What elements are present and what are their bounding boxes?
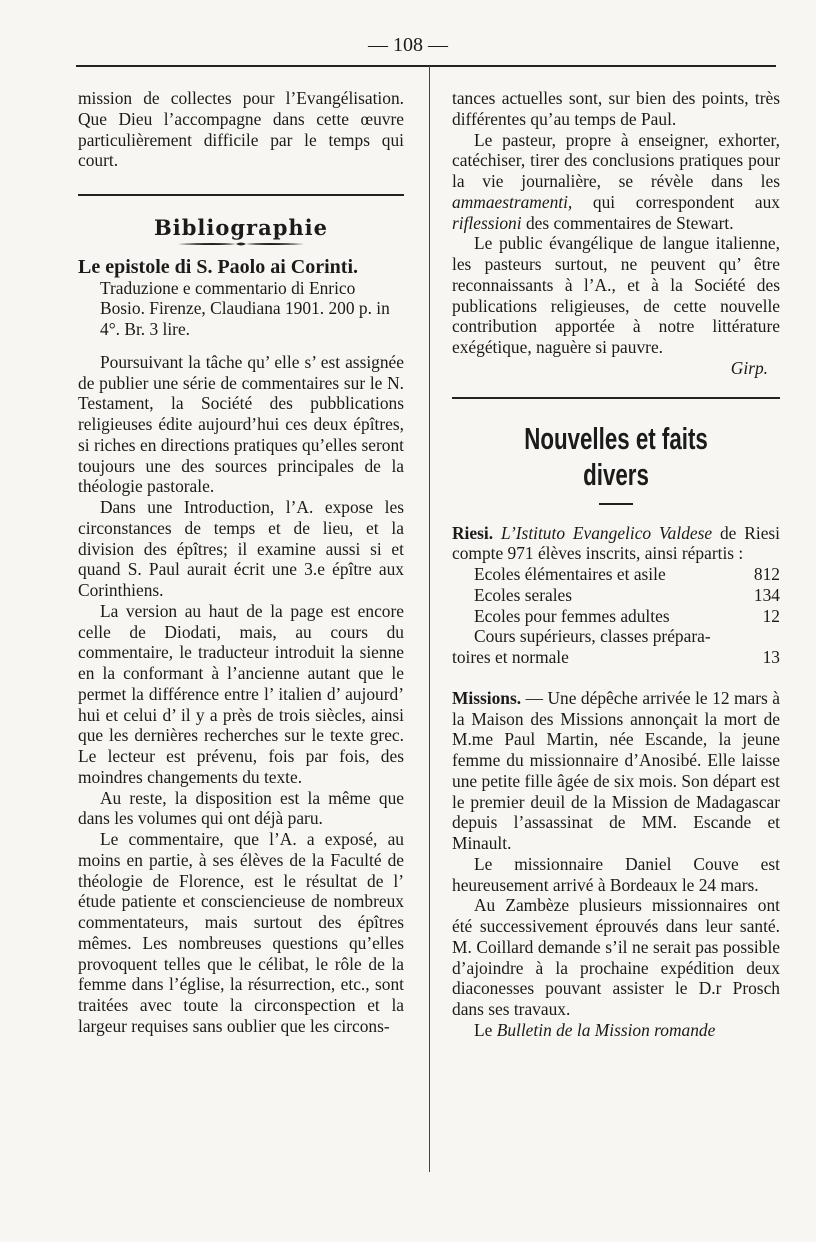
stat-row: Ecoles pour femmes adultes 12 bbox=[474, 605, 780, 626]
left-column bbox=[78, 88, 404, 1037]
stat-row: Ecoles élémentaires et asile 812 bbox=[474, 564, 780, 584]
header-rule bbox=[76, 65, 776, 67]
review-paragraph: Dans une Introduction, l’A. expose les circonstances de temps et de lieu, et la division des épîtres; il examine aussi si et quand S. Paul aurait écrit une 3.e épître aux Corinthiens. bbox=[78, 497, 404, 600]
missions-paragraph: Missions. — Une dépêche arrivée le 12 mars à la Maison des Missions annonçait la mort de M.me Paul Martin, née Escande, la jeune femme du missionnaire d’Anosibé. Elle laisse une petite fille âgée de six mois. Son départ est le premier deuil de la Mission de Madagascar depuis l’assassinat de MM. Escande et Minault. bbox=[452, 687, 780, 853]
review-paragraph: Poursuivant la tâche qu’ elle s’ est assignée de publier une série de commentaires sur le N. Testament, la Société des pubblications religieuses édite aujourd’hui ces deux épîtres, si riches en directions pratiques qu’elles seront toujours une des sources principales de la théologie pastorale. bbox=[78, 351, 404, 497]
intro-paragraph: mission de collectes pour l’Evangélisation. Que Dieu l’accompagne dans cette œuvre particulièrement difficile par le temps qui court. bbox=[78, 88, 404, 171]
riesi-paragraph: Riesi. L’Istituto Evangelico Valdese de Riesi compte 971 élèves inscrits, ainsi répartis : bbox=[452, 522, 781, 564]
column-divider bbox=[429, 66, 430, 1172]
page-number: — 108 — bbox=[368, 34, 448, 56]
review-paragraph: Le commentaire, que l’A. a exposé, au moins en partie, à ses élèves de la Faculté de théologie de Florence, est le résultat de l’ étude patiente et consciencieuse de nombreux commentateurs, mais surtout des épîtres mêmes. Les nombreuses questions qu’elles provoquent telles que le célibat, le rôle de la femme dans l’église, la résurrection, etc., sont traitées avec toute la circonspection et la largeur requises sans oublier que les circons- bbox=[78, 829, 404, 1036]
pasteur-paragraph: Le pasteur, propre à enseigner, exhorter, catéchiser, tirer des conclusions pratiques pour la vie journalière, se révèle dans les ammaestramenti, qui correspondent aux riflessioni des commentaires de Stewart. bbox=[452, 129, 780, 233]
zambeze-paragraph: Au Zambèze plusieurs missionnaires ont été successivement éprouvés dans leur santé. M. Coillard demande s’il ne serait pas possible d’ajoindre à la prochaine expédition deux diaconesses pouvant assister le D.r Prosch dans ses travaux. bbox=[452, 895, 780, 1019]
continued-paragraph: tances actuelles sont, sur bien des points, très différentes qu’au temps de Paul. bbox=[452, 88, 780, 129]
bibliographie-heading: Bibliographie bbox=[153, 215, 329, 240]
entry-meta: Traduzione e commentario di Enrico Bosio. Firenze, Claudiana 1901. 200 p. in 4°. Br. 3 lire. bbox=[100, 277, 390, 339]
bulletin-paragraph: Le Bulletin de la Mission romande bbox=[474, 1019, 716, 1040]
stat-row: Ecoles serales 134 bbox=[474, 584, 780, 605]
review-paragraph: La version au haut de la page est encore celle de Diodati, mais, au cours du commentaire, le traducteur introduit la sienne en la conformant à l’ancienne autant que le permet la différence entre l’ italien d’ aujourd’ hui et celui d’ il y a près de trois siècles, ainsi que les dernières recherches sur le texte grec. Le lecteur est prévenu, fois par fois, des moindres changements du texte. bbox=[78, 600, 404, 787]
entry-title: Le epistole di S. Paolo ai Corinti. bbox=[78, 255, 358, 278]
stat-row-label: Cours supérieurs, classes prépara- bbox=[474, 626, 711, 647]
ornament-divider bbox=[176, 239, 306, 249]
nouvelles-heading: Nouvelles et faits divers bbox=[524, 420, 708, 492]
public-paragraph: Le public évangélique de langue italienne, les pasteurs surtout, ne peuvent qu’ être reconnaissants à l’A., et à la Société des publications religieuses, de cette nouvelle contribution apportée à notre littérature exégétique, naguère si pauvre. bbox=[452, 233, 780, 357]
couve-paragraph: Le missionnaire Daniel Couve est heureusement arrivé à Bordeaux le 24 mars. bbox=[452, 853, 780, 895]
review-signature: Girp. bbox=[730, 357, 768, 378]
stat-row: toires et normale 13 bbox=[452, 647, 780, 667]
right-column bbox=[452, 88, 780, 1041]
review-paragraph: Au reste, la disposition est la même que dans les volumes qui ont déjà paru. bbox=[78, 787, 404, 829]
